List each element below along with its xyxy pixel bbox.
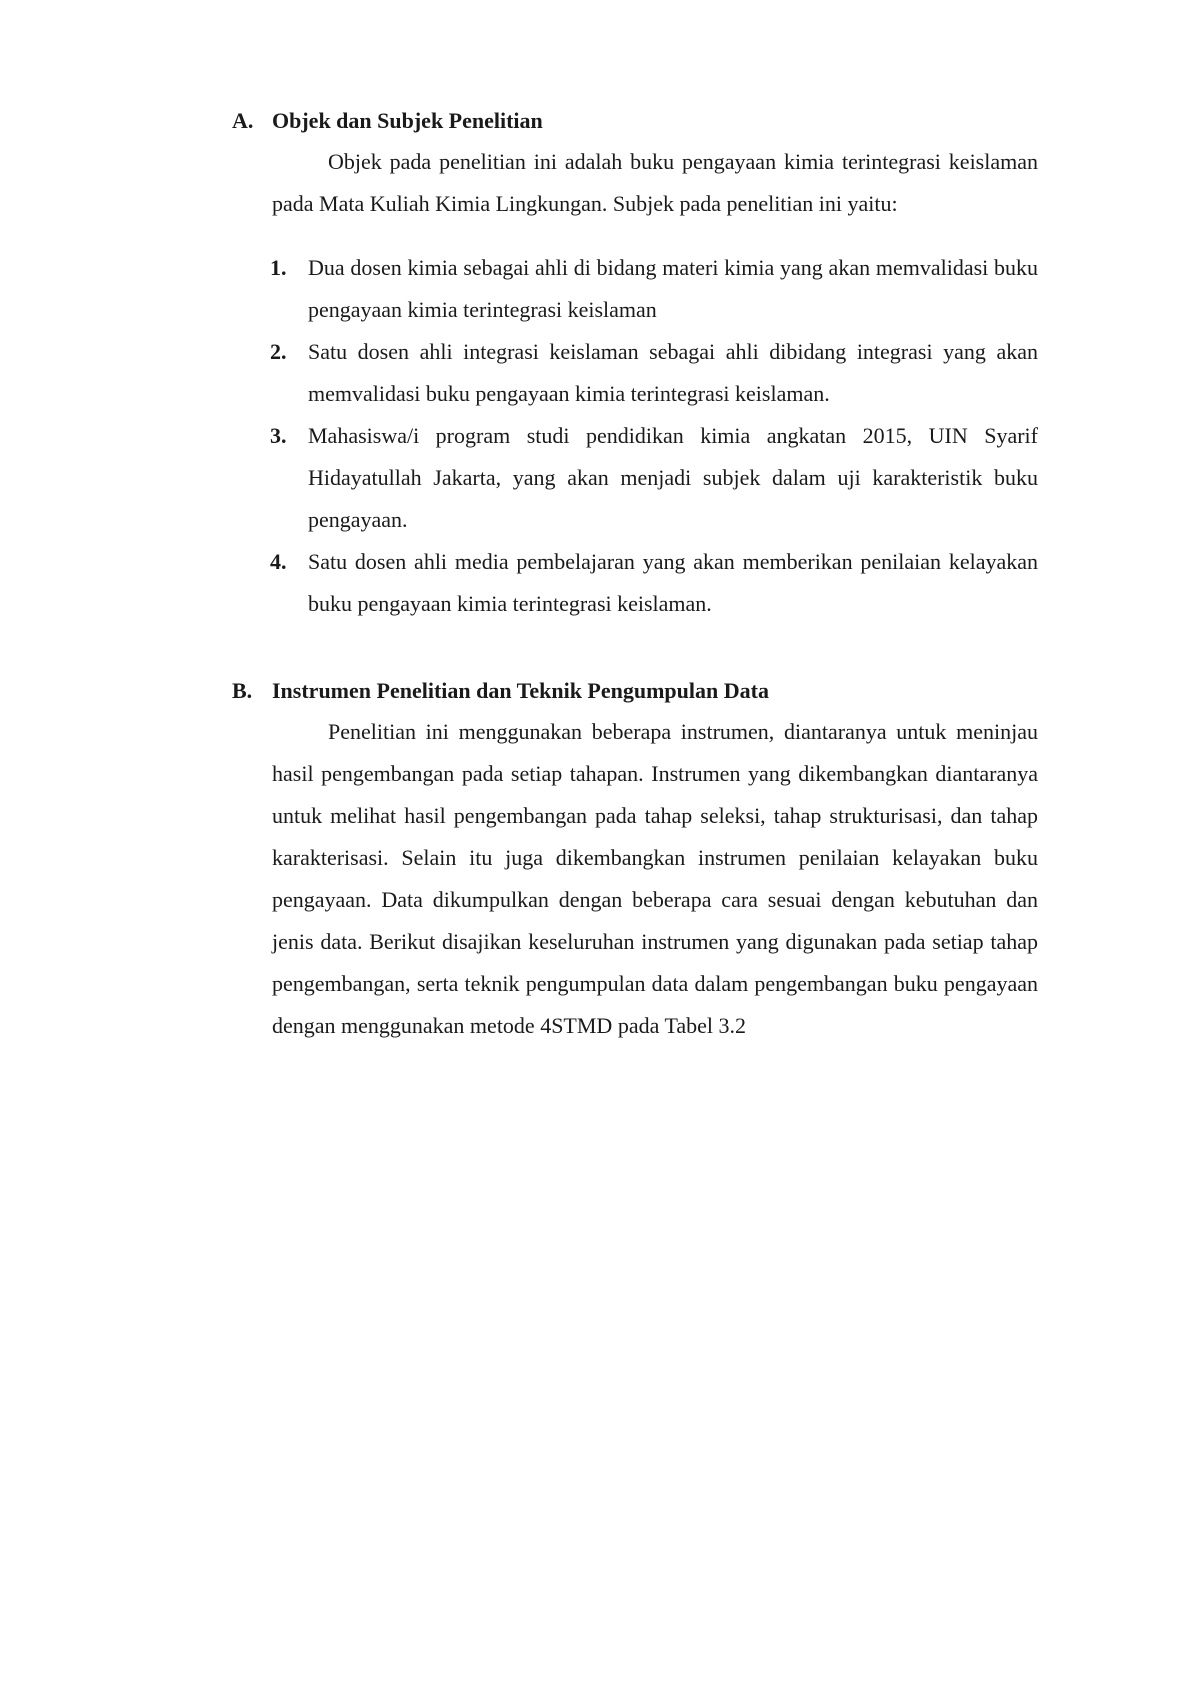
list-item bbox=[272, 331, 1038, 415]
section-a-letter: A. bbox=[232, 108, 254, 133]
list-item bbox=[272, 247, 1038, 331]
list-item-text: Dua dosen kimia sebagai ahli di bidang materi kimia yang akan memvalidasi buku pengayaan kimia terintegrasi keislaman bbox=[308, 255, 1038, 322]
list-item-number: 4. bbox=[270, 549, 287, 574]
list-item-text: Satu dosen ahli integrasi keislaman sebagai ahli dibidang integrasi yang akan memvalidasi buku pengayaan kimia terintegrasi keislaman. bbox=[308, 339, 1038, 406]
subject-list bbox=[272, 247, 1038, 625]
section-b bbox=[232, 673, 1038, 1069]
section-a-title: Objek dan Subjek Penelitian bbox=[272, 108, 543, 133]
section-b-title: Instrumen Penelitian dan Teknik Pengumpulan Data bbox=[272, 678, 769, 703]
section-a-heading bbox=[232, 103, 1038, 139]
list-item-text: Mahasiswa/i program studi pendidikan kimia angkatan 2015, UIN Syarif Hidayatullah Jakarta, yang akan menjadi subjek dalam uji karakteristik buku pengayaan. bbox=[308, 423, 1038, 532]
section-b-letter: B. bbox=[232, 678, 253, 703]
list-item bbox=[272, 415, 1038, 541]
list-item bbox=[272, 541, 1038, 625]
list-item-number: 2. bbox=[270, 339, 287, 364]
section-a-intro: Objek pada penelitian ini adalah buku pengayaan kimia terintegrasi keislaman pada Mata Kuliah Kimia Lingkungan. Subjek pada penelitian ini yaitu: bbox=[272, 149, 1038, 216]
list-item-text: Satu dosen ahli media pembelajaran yang akan memberikan penilaian kelayakan buku pengayaan kimia terintegrasi keislaman. bbox=[308, 549, 1038, 616]
section-b-heading bbox=[232, 673, 1038, 709]
section-a bbox=[232, 103, 1038, 625]
section-b-body: Penelitian ini menggunakan beberapa instrumen, diantaranya untuk meninjau hasil pengembangan pada setiap tahapan. Instrumen yang dikembangkan diantaranya untuk melihat hasil pengembangan pada tahap seleksi, tahap strukturisasi, dan tahap karakterisasi. Selain itu juga dikembangkan instrumen penilaian kelayakan buku pengayaan. Data dikumpulkan dengan beberapa cara sesuai dengan kebutuhan dan jenis data. Berikut disajikan keseluruhan instrumen yang digunakan pada setiap tahap pengembangan, serta teknik pengumpulan data dalam pengembangan buku pengayaan dengan menggunakan metode 4STMD pada Tabel 3.2 bbox=[272, 719, 1038, 1038]
list-item-number: 3. bbox=[270, 423, 287, 448]
list-item-number: 1. bbox=[270, 255, 287, 280]
